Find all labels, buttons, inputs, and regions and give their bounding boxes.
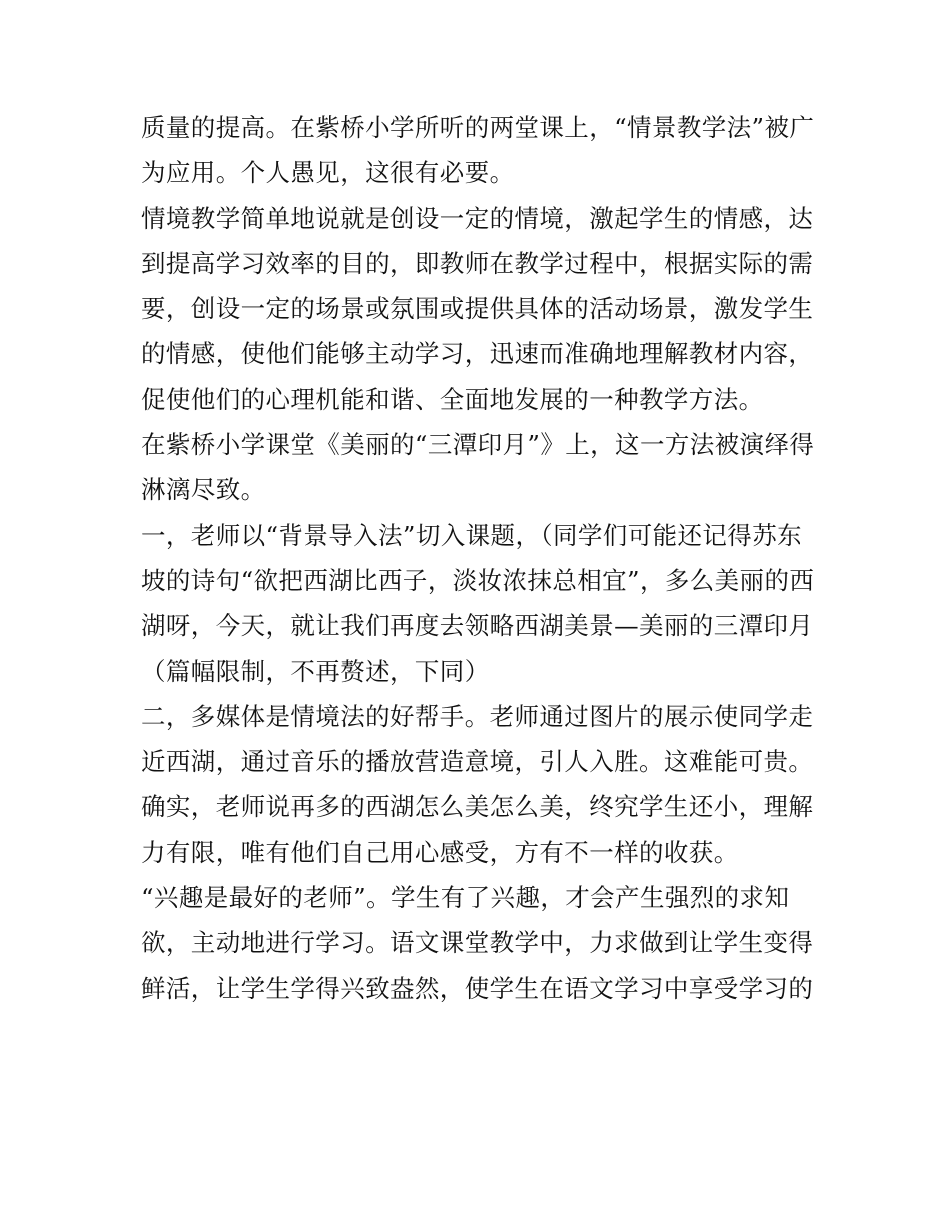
text-line: 的情感，使他们能够主动学习，迅速而准确地理解教材内容， [141, 339, 814, 369]
text-line: 坡的诗句“欲把西湖比西子，淡妆浓抹总相宜”，多么美丽的西 [141, 565, 815, 595]
text-line: 在紫桥小学课堂《美丽的“三潭印月”》上，这一方法被演绎得 [141, 430, 815, 460]
text-line: 确实，老师说再多的西湖怎么美怎么美，终究学生还小，理解 [141, 792, 814, 822]
text-line: 一，老师以“背景导入法”切入课题，（同学们可能还记得苏东 [141, 520, 802, 550]
text-line: “兴趣是最好的老师”。学生有了兴趣，才会产生强烈的求知 [141, 883, 790, 913]
text-line: 力有限，唯有他们自己用心感受，方有不一样的收获。 [141, 837, 739, 867]
text-line: 欲，主动地进行学习。语文课堂教学中，力求做到让学生变得 [141, 928, 814, 958]
text-line: 为应用。个人愚见，这很有必要。 [141, 158, 515, 188]
text-line: 近西湖，通过音乐的播放营造意境，引人入胜。这难能可贵。 [141, 747, 814, 777]
text-line: （篇幅限制，不再赘述，下同） [141, 656, 490, 686]
text-line: 湖呀，今天，就让我们再度去领略西湖美景—美丽的三潭印月 [141, 611, 814, 641]
text-line: 要，创设一定的场景或氛围或提供具体的活动场景，激发学生 [141, 294, 814, 324]
text-line: 淋漓尽致。 [141, 475, 266, 505]
body-text [141, 105, 821, 1011]
text-line: 促使他们的心理机能和谐、全面地发展的一种教学方法。 [141, 384, 764, 414]
text-line: 鲜活，让学生学得兴致盎然，使学生在语文学习中享受学习的 [141, 973, 814, 1003]
text-line: 到提高学习效率的目的，即教师在教学过程中，根据实际的需 [141, 248, 814, 278]
text-line: 二，多媒体是情境法的好帮手。老师通过图片的展示使同学走 [141, 701, 814, 731]
text-line: 质量的提高。在紫桥小学所听的两堂课上，“情景教学法”被广 [141, 113, 815, 142]
text-line: 情境教学简单地说就是创设一定的情境，激起学生的情感，达 [141, 203, 814, 233]
